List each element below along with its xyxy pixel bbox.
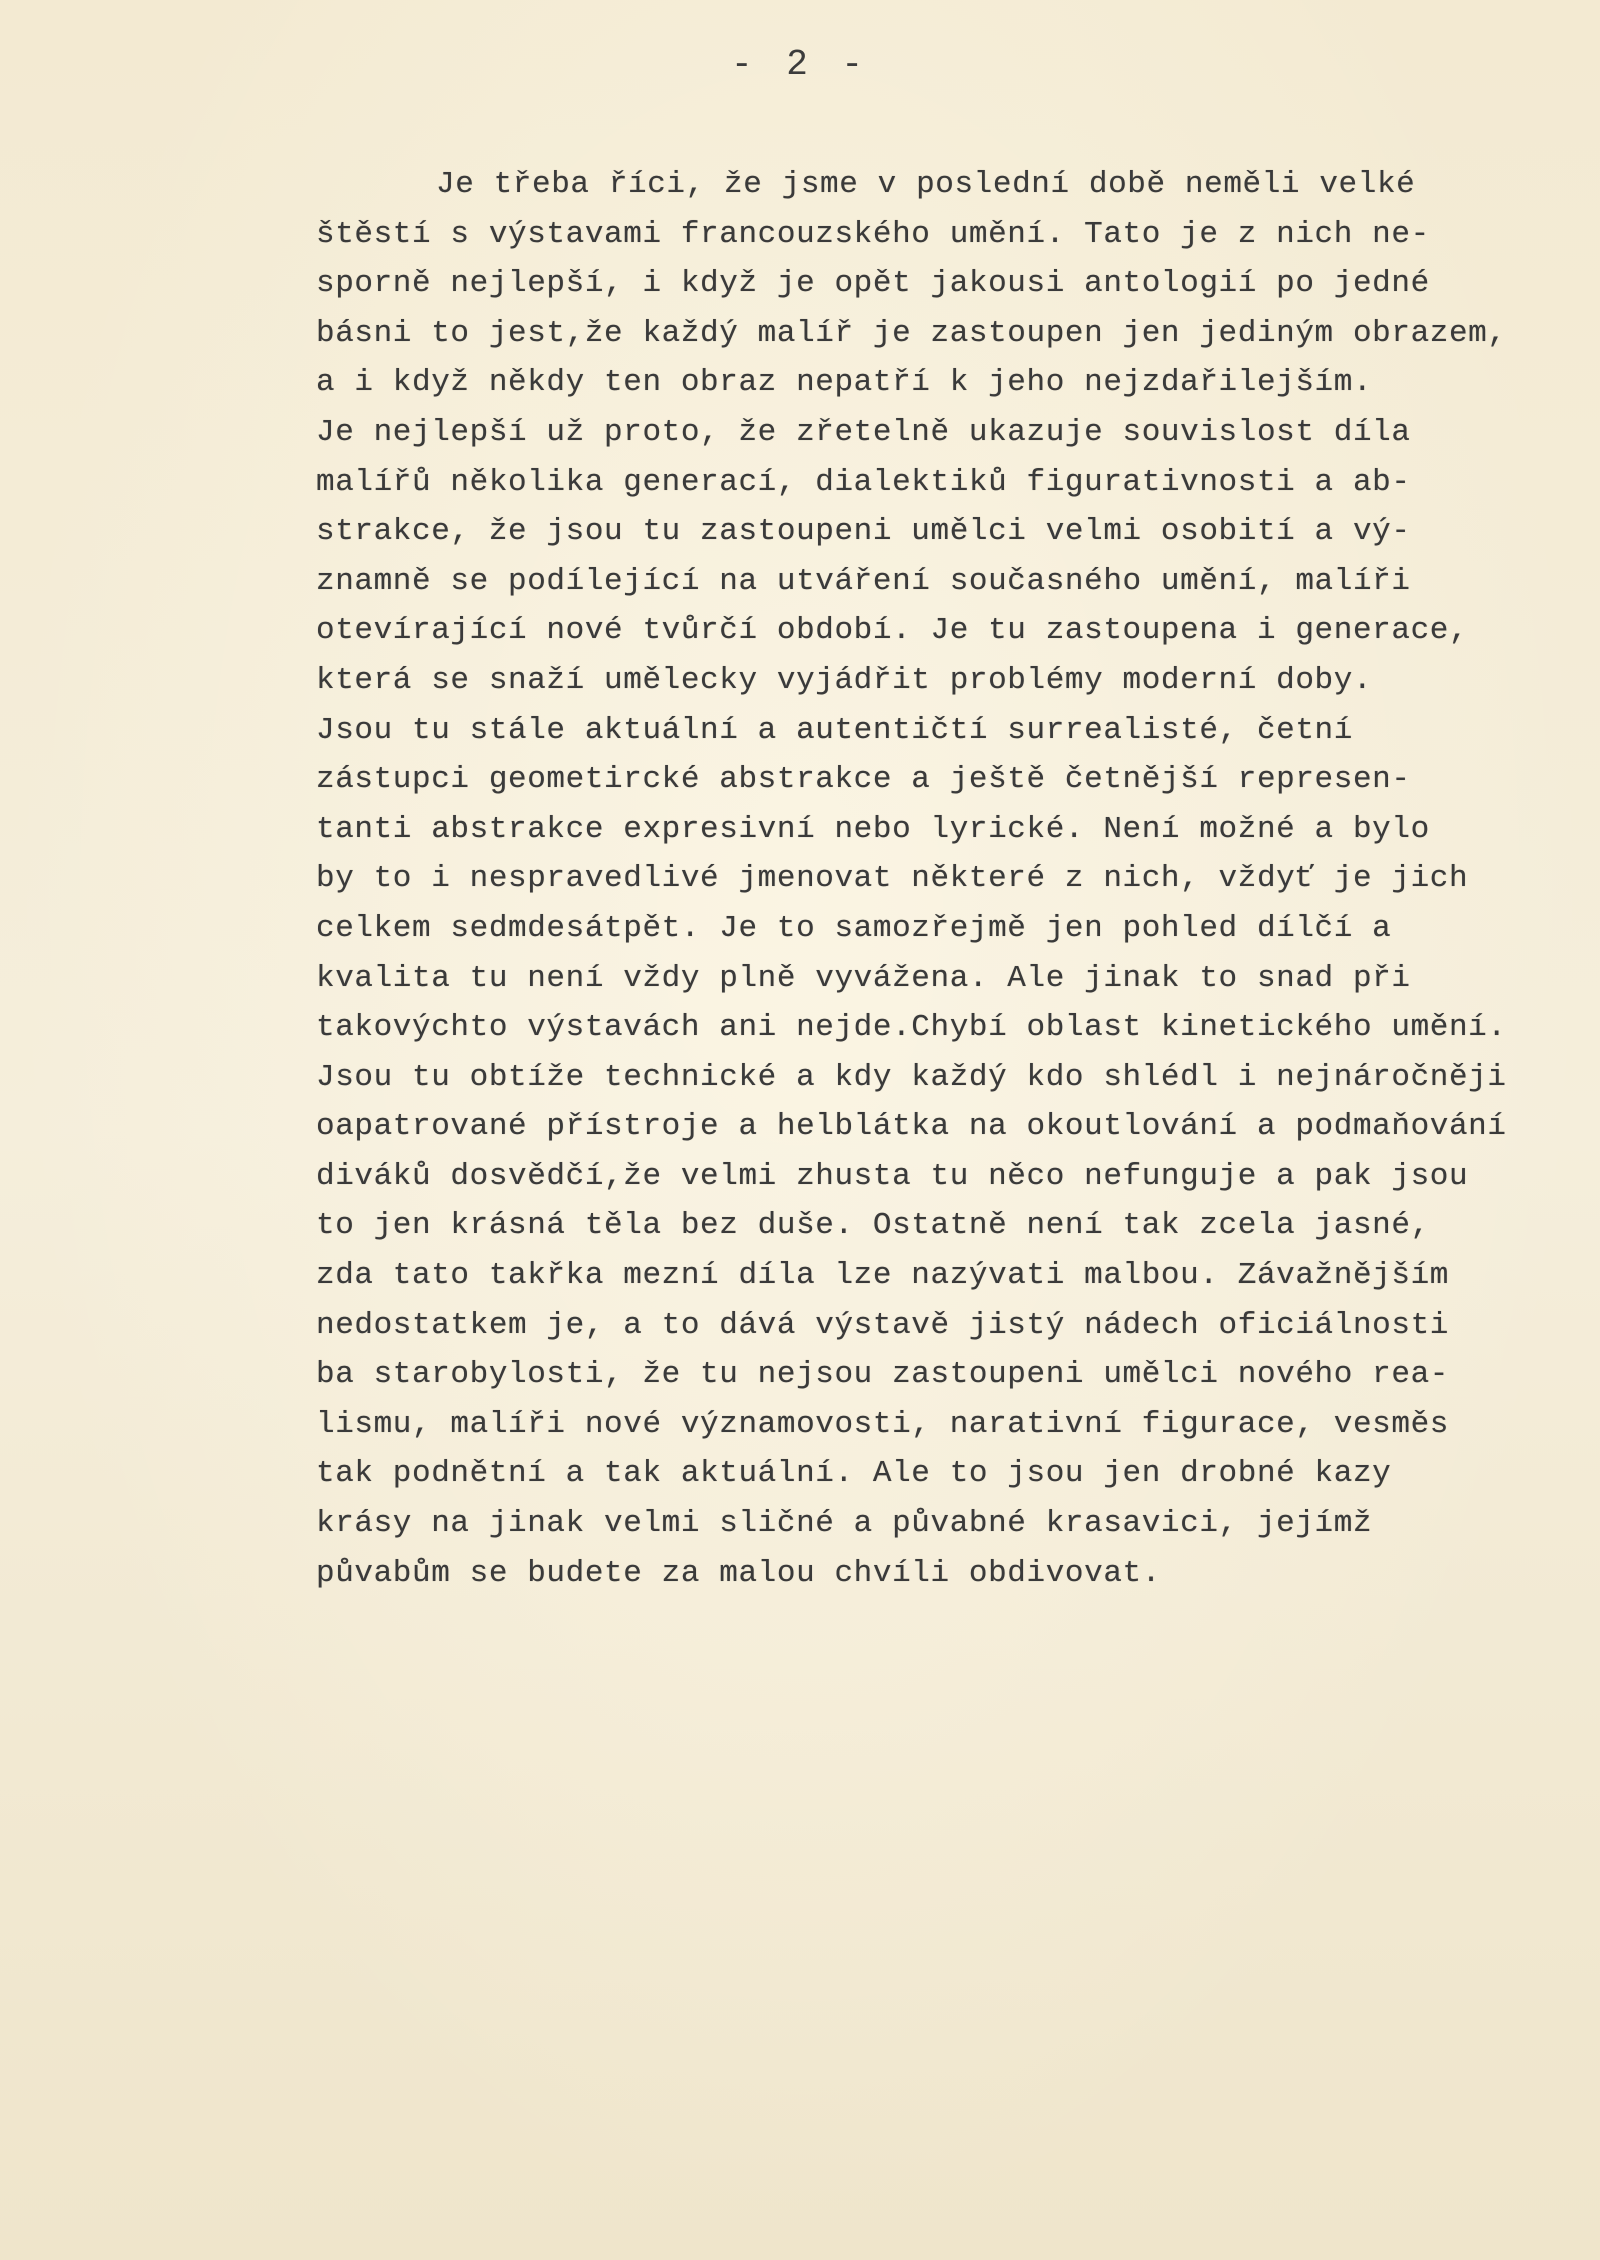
text-line: Je nejlepší už proto, že zřetelně ukazuje souvislost díla (316, 414, 1411, 450)
text-line: tanti abstrakce expresivní nebo lyrické. Není možné a bylo (316, 811, 1430, 847)
text-line: krásy na jinak velmi sličné a půvabné krasavici, jejímž (316, 1506, 1373, 1542)
text-line: zástupci geometircké abstrakce a ještě četnější represen- (316, 762, 1411, 798)
text-line: Je třeba říci, že jsme v poslední době neměli velké (436, 167, 1416, 202)
text-line: štěstí s výstavami francouzského umění. Tato je z nich ne- (316, 216, 1430, 252)
text-line: strakce, že jsou tu zastoupeni umělci velmi osobití a vý- (316, 514, 1411, 550)
text-line: to jen krásná těla bez duše. Ostatně není tak zcela jasné, (316, 1208, 1430, 1244)
text-line: sporně nejlepší, i když je opět jakousi antologií po jedné (316, 266, 1430, 302)
text-line: otevírající nové tvůrčí období. Je tu zastoupena i generace, (316, 613, 1469, 649)
text-line: Jsou tu obtíže technické a kdy každý kdo shlédl i nejnáročněji (316, 1059, 1507, 1095)
text-line: kvalita tu není vždy plně vyvážena. Ale jinak to snad při (316, 960, 1411, 996)
body-text (316, 160, 1578, 1598)
text-line: celkem sedmdesátpět. Je to samozřejmě jen pohled dílčí a (316, 910, 1392, 946)
text-line: půvabům se budete za malou chvíli obdivovat. (316, 1555, 1161, 1591)
page-number: - 2 - (730, 44, 870, 85)
text-line: nedostatkem je, a to dává výstavě jistý nádech oficiálnosti (316, 1307, 1449, 1343)
text-line: Jsou tu stále aktuální a autentičtí surrealisté, četní (316, 712, 1353, 748)
text-line: takovýchto výstavách ani nejde.Chybí oblast kinetického umění. (316, 1010, 1507, 1046)
text-line: která se snaží umělecky vyjádřit problémy moderní doby. (316, 662, 1373, 698)
text-line: malířů několika generací, dialektiků figurativnosti a ab- (316, 464, 1411, 500)
text-line: básni to jest,že každý malíř je zastoupen jen jediným obrazem, (316, 315, 1507, 351)
text-line: lismu, malíři nové významovosti, narativní figurace, vesměs (316, 1406, 1449, 1442)
text-line: by to i nespravedlivé jmenovat některé z nich, vždyť je jich (316, 861, 1469, 897)
text-line: diváků dosvědčí,že velmi zhusta tu něco nefunguje a pak jsou (316, 1158, 1469, 1194)
text-line: oapatrované přístroje a helblátka na okoutlování a podmaňování (316, 1109, 1507, 1145)
text-line: znamně se podílející na utváření současného umění, malíři (316, 563, 1411, 599)
text-line: tak podnětní a tak aktuální. Ale to jsou jen drobné kazy (316, 1456, 1392, 1492)
text-line: ba starobylosti, že tu nejsou zastoupeni umělci nového rea- (316, 1357, 1449, 1393)
text-line: zda tato takřka mezní díla lze nazývati malbou. Závažnějším (316, 1258, 1449, 1294)
text-line: a i když někdy ten obraz nepatří k jeho nejzdařilejším. (316, 365, 1373, 401)
